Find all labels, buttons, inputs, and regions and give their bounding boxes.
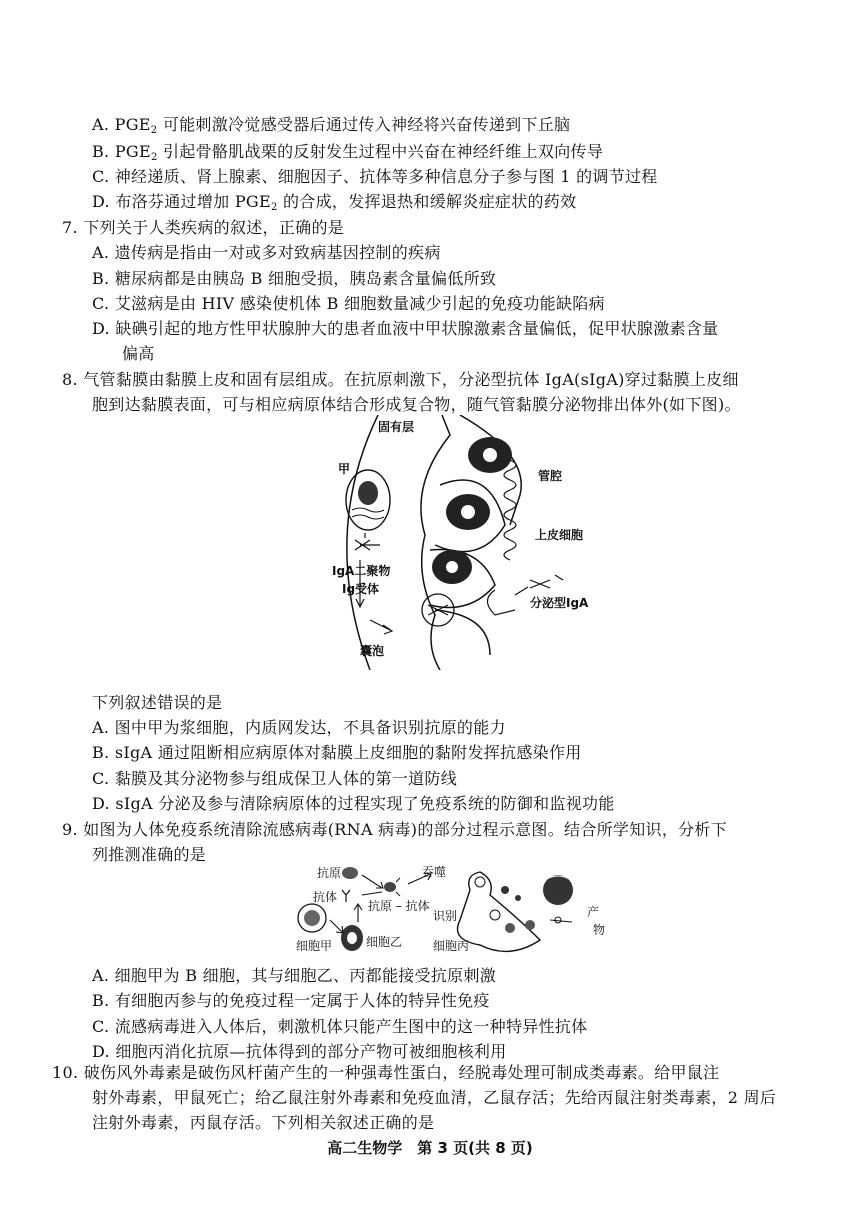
q7-option-b: B. 糖尿病都是由胰岛 B 细胞受损，胰岛素含量偏低所致 [92,269,497,288]
q9-stem-line2: 列推测准确的是 [92,845,207,864]
q10-stem-line2: 射外毒素，甲鼠死亡；给乙鼠注射外毒素和免疫血清，乙鼠存活；先给丙鼠注射类毒素，2 周后 [92,1088,777,1107]
q10-stem-line1: 10. 破伤风外毒素是破伤风杆菌产生的一种强毒性蛋白，经脱毒处理可制成类毒素。给甲鼠注 [52,1063,720,1082]
q6-option-d: D. 布洛芬通过增加 $PGE_2$ 的合成，发挥退热和缓解炎症症状的药效 [92,192,577,213]
q9-immune-figure [290,860,620,960]
q8-option-d: D. sIgA 分泌及参与清除病原体的过程实现了免疫系统的防御和监视功能 [92,794,615,813]
label-product-2: 物 [593,923,606,937]
label-secretory-iga: 分泌型IgA [530,596,589,610]
q8-option-a: A. 图中甲为浆细胞，内质网发达，不具备识别抗原的能力 [92,718,506,737]
label-iga-dimer: IgA二聚物 [332,564,391,578]
q7-option-d: D. 缺碘引起的地方性甲状腺肿大的患者血液中甲状腺激素含量偏低，促甲状腺激素含量 [92,319,719,338]
q7-option-c: C. 艾滋病是由 HIV 感染使机体 B 细胞数量减少引起的免疫功能缺陷病 [92,294,605,313]
label-epithelial-cell: 上皮细胞 [535,528,584,542]
label-cell-yi: 细胞乙 [366,935,403,949]
q7-option-a: A. 遗传病是指由一对或多对致病基因控制的疾病 [92,243,441,262]
q6-option-b: B. $PGE_2$ 引起骨骼肌战栗的反射发生过程中兴奋在神经纤维上双向传导 [92,142,604,163]
q7-option-d-cont: 偏高 [122,344,155,363]
label-vesicle: 囊泡 [360,644,385,658]
label-lamina-propria: 固有层 [378,420,415,434]
q8-stem-line2: 胞到达黏膜表面，可与相应病原体结合形成复合物，随气管黏膜分泌物排出体外(如下图)。 [92,395,741,414]
q8-option-b: B. sIgA 通过阻断相应病原体对黏膜上皮细胞的黏附发挥抗感染作用 [92,743,582,762]
q9-option-b: B. 有细胞丙参与的免疫过程一定属于人体的特异性免疫 [92,991,490,1010]
label-product-1: 产 [587,905,600,919]
label-recognition: 识别 [433,909,458,923]
label-cell-jia: 甲 [338,462,351,476]
label-cell-bing: 细胞丙 [433,939,470,953]
q9-option-a: A. 细胞甲为 B 细胞，其与细胞乙、丙都能接受抗原刺激 [92,966,497,985]
label-cell-jia: 细胞甲 [296,939,333,953]
q6-option-a: A. $PGE_2$ 可能刺激冷觉感受器后通过传入神经将兴奋传递到下丘脑 [92,115,571,136]
label-ig-receptor: Ig受体 [342,582,380,596]
q8-stem-line1: 8. 气管黏膜由黏膜上皮和固有层组成。在抗原刺激下，分泌型抗体 IgA(sIgA)穿过黏膜上皮细 [62,370,739,389]
q8-option-c: C. 黏膜及其分泌物参与组成保卫人体的第一道防线 [92,769,458,788]
label-antigen: 抗原 [317,866,342,880]
label-complex: 抗原 – 抗体 [368,899,430,913]
label-phagocytosis: 吞噬 [422,865,447,879]
q8-ask: 下列叙述错误的是 [92,693,223,712]
q7-stem: 7. 下列关于人类疾病的叙述，正确的是 [62,218,345,237]
q10-stem-line3: 注射外毒素，丙鼠存活。下列相关叙述正确的是 [92,1113,435,1132]
q9-option-d: D. 细胞丙消化抗原—抗体得到的部分产物可被细胞核利用 [92,1042,507,1061]
q9-option-c: C. 流感病毒进入人体后，刺激机体只能产生图中的这一种特异性抗体 [92,1017,588,1036]
label-antibody: 抗体 [313,890,338,904]
q6-option-c: C. 神经递质、肾上腺素、细胞因子、抗体等多种信息分子参与图 1 的调节过程 [92,167,658,186]
page-footer: 高二生物学 第 3 页(共 8 页) [327,1139,533,1157]
q9-stem-line1: 9. 如图为人体免疫系统清除流感病毒(RNA 病毒)的部分过程示意图。结合所学知识，分析下 [62,820,728,839]
q8-mucosa-figure [330,415,620,670]
label-lumen: 管腔 [538,469,563,483]
